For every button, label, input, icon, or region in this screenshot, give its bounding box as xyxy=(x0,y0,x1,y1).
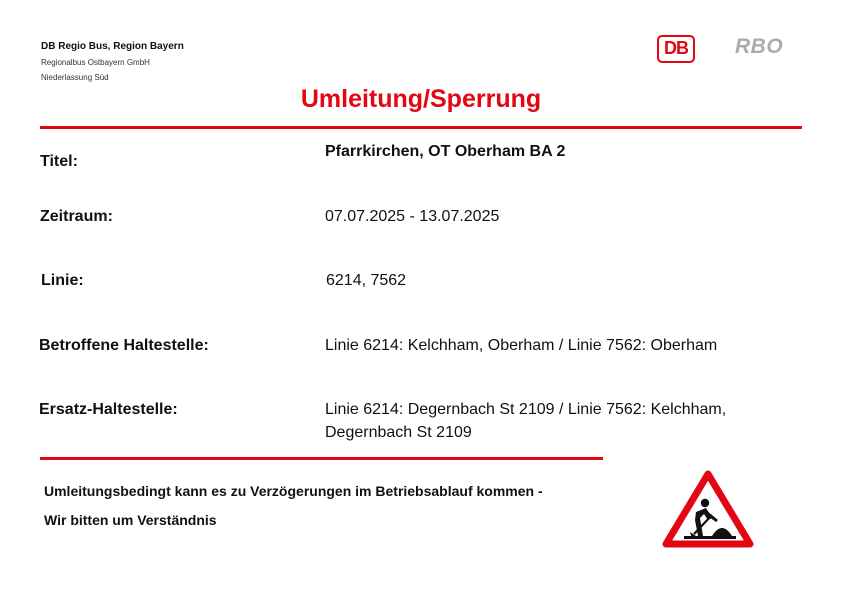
linie-value: 6214, 7562 xyxy=(326,272,407,289)
zeitraum-value: 07.07.2025 - 13.07.2025 xyxy=(325,208,500,225)
company-name: DB Regio Bus, Region Bayern xyxy=(41,41,184,52)
page-title: Umleitung/Sperrung xyxy=(300,85,542,113)
notice-line1: Umleitungsbedingt kann es zu Verzögerungen im Betriebsablauf kommen - xyxy=(44,483,543,499)
ersatz-label: Ersatz-Haltestelle: xyxy=(39,401,178,418)
linie-label: Linie: xyxy=(41,272,84,289)
db-logo: DB xyxy=(657,35,695,63)
company-subsidiary: Regionalbus Ostbayern GmbH xyxy=(41,58,150,67)
notice-line2: Wir bitten um Verständnis xyxy=(44,512,217,528)
haltestelle-value: Linie 6214: Kelchham, Oberham / Linie 7562: Oberham xyxy=(325,337,718,354)
ersatz-value-line2: Degernbach St 2109 xyxy=(325,424,472,441)
rbo-logo: RBO xyxy=(735,35,784,58)
zeitraum-label: Zeitraum: xyxy=(40,208,113,225)
company-branch: Niederlassung Süd xyxy=(41,73,109,82)
divider-bottom xyxy=(40,457,603,460)
haltestelle-label: Betroffene Haltestelle: xyxy=(39,337,209,354)
titel-label: Titel: xyxy=(40,153,78,170)
divider-top xyxy=(40,126,802,129)
ersatz-value-line1: Linie 6214: Degernbach St 2109 / Linie 7562: Kelchham, xyxy=(325,401,727,418)
titel-value: Pfarrkirchen, OT Oberham BA 2 xyxy=(325,143,566,160)
roadworks-warning-icon xyxy=(662,470,754,548)
